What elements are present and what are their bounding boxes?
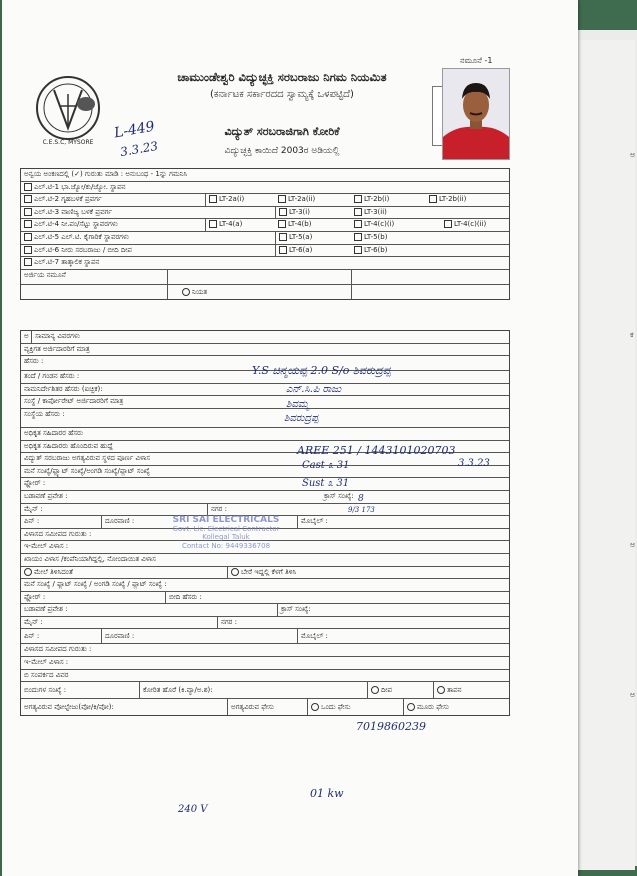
edge-mark-3: ಅ [630,540,636,549]
hw-voltage: 240 V [178,804,208,815]
lt5-checkbox[interactable] [24,233,32,241]
load-row[interactable]: ಬಿಂದುಗಳ ಸಂಖ್ಯೆ : ಕೋರಿತ ಹೊರೆ (ಕಿ.ವ್ಯಾ/ಅ.ಶ): ದೀಪ ತಾಪನ [21,682,509,699]
lt2-checkbox[interactable] [24,195,32,203]
lt7-checkbox[interactable] [24,258,32,266]
area2-row[interactable]: ಬಡಾವಣೆ ಪ್ರವೇಶ : ಕ್ರಾಸ್ ಸಂಖ್ಯೆ: [21,604,509,617]
edge-mark-1: ಅ [630,150,636,159]
hw-registration-date: 3.3.23 [458,458,490,469]
form-title: ವಿದ್ಯುತ್ ಸರಬರಾಜಿಗಾಗಿ ಕೋರಿಕೆ [224,125,340,138]
lt2ai-checkbox[interactable] [209,195,217,203]
lt2bii-checkbox[interactable] [429,195,437,203]
lt3ii-checkbox[interactable] [354,208,362,216]
org-name: ಚಾಮುಂಡೇಶ್ವರಿ ವಿದ್ಯುಚ್ಛಕ್ತಿ ಸರಬರಾಜು ನಿಗಮ ನಿಯಮಿತ [177,70,387,84]
tariff-section [20,168,510,300]
lt6-checkbox[interactable] [24,246,32,254]
landmark-row[interactable]: ವಿಳಾಸದ ಸಮೀಪದ ಗುರುತು : [21,529,509,542]
lt5b-checkbox[interactable] [354,233,362,241]
lt2-row: ಎಲ್.ಟಿ-2 ಗೃಹಬಳಕೆ ಪ್ರವರ್ಗ LT-2a(i) LT-2a(ii) LT-2b(i) LT-2b(ii) [21,194,509,207]
designation-row[interactable]: ಅಧಿಕೃತ ಸಹಿದಾರರು ಹೊಂದಿರುವ ಹುದ್ದೆ [21,441,509,454]
cesc-logo [34,72,106,146]
main-row[interactable]: ಮೈನ್ : ನಗರ : [21,504,509,517]
lt3i-checkbox[interactable] [279,208,287,216]
hw-registration-no: AREE 251 / 1443101020703 [297,444,456,457]
back-page-2 [572,40,635,870]
contractor-stamp: SRI SAI ELECTRICALS Govt. Lic. Electrical Contractor Kollegal Taluk Contact No: 9449336708 [172,515,280,550]
lt2bi-checkbox[interactable] [354,195,362,203]
lt5a-checkbox[interactable] [279,233,287,241]
hw-load: 01 kw [310,787,344,800]
individual-row: ವ್ಯಕ್ತಿಗತ ಅರ್ಜಿದಾರರಿಗೆ ಮಾತ್ರ [21,344,509,357]
voltage-row[interactable]: ಅಗತ್ಯವಿರುವ ವೋಲ್ಟೇಜು(ವೋ/ಕಿ/ವೋ): ಅಗತ್ಯವಿರುವ ಫೇಸು ಒಂದು ಫೇಸು ಮೂರು ಫೇಸು [21,699,509,715]
officer-row[interactable]: ಅಧಿಕೃತ ಸಹಿದಾರರ ಹೆಸರು [21,428,509,441]
house-row[interactable]: ಮನೆ ಸಂಖ್ಯೆ/ಫ್ಲ್ಯಾಟ್ ಸಂಖ್ಯೆ/ಅಂಗಡಿ ಸಂಖ್ಯೆ/ಪ್ಲಾಟ್ ಸಂಖ್ಯೆ [21,466,509,479]
floor2-row[interactable]: ಫ್ಲೋರ್ : ಬೀದಿ ಹೆಸರು : [21,592,509,605]
tariff-header-row: ಅನ್ವಯ ಅಂಕಣದಲ್ಲಿ (✓) ಗುರುತು ಮಾಡಿ : ಅನುಬಂಧ - 1ನ್ನು ಗಮನಿಸಿ [21,169,509,182]
ref-number: L-449 [112,118,156,142]
email2-row[interactable]: ಇ-ಮೇಲ್ ವಿಳಾಸ : [21,657,509,670]
lt6-row: ಎಲ್.ಟಿ-6 ನೀರು ಸರಬರಾಜು / ಬೀದಿ ದೀಪ LT-6(a) LT-6(b) [21,245,509,258]
regular-radio[interactable] [182,288,190,296]
lt4cii-checkbox[interactable] [444,220,452,228]
landmark2-row[interactable]: ವಿಳಾಸದ ಸಮೀಪದ ಗುರುತು : [21,644,509,657]
area-row[interactable]: ಬಡಾವಣೆ ಪ್ರವೇಶ : ಕ್ರಾಸ್ ಸಂಖ್ಯೆ: [21,491,509,504]
lt2aii-checkbox[interactable] [278,195,286,203]
floor-row[interactable]: ಫ್ಲೋರ್ : [21,478,509,491]
pin-row[interactable]: ಪಿನ್ : ದೂರವಾಣಿ : ಮೊಬೈಲ್ : [21,516,509,529]
company-row[interactable]: ಸಂಸ್ಥೆಯ ಹೆಸರು : [21,409,509,428]
hw-officer-2: Sust ೩ 31 [302,478,350,489]
general-header: ಅ ಸಾಮಾನ್ಯ ವಿವರಗಳು [21,331,509,344]
one-phase-radio[interactable] [311,703,319,711]
hw-premise-no: 8 [358,494,364,504]
father-row[interactable]: ತಂದೆ / ಗಂಡನ ಹೆಸರು : [21,371,509,384]
name-row[interactable]: ಹೆಸರು : [21,356,509,371]
hw-premise-no-sub: 9/3 173 [348,506,375,514]
email-row[interactable]: ಇ-ಮೇಲ್ ವಿಳಾಸ : [21,541,509,554]
form-sheet [2,0,578,876]
ref-date: 3.3.23 [119,138,160,160]
hw-applicant-name: Y.S ಚಿನ್ಮಯಪ್ಪ 2.0 S/o ಶಿವರುದ್ರಪ್ಪ [252,364,391,377]
hw-mobile: 7019860239 [356,720,426,733]
same-radio[interactable] [24,568,32,576]
lt4a-checkbox[interactable] [209,220,217,228]
supply-addr-row: ವಿದ್ಯುತ್ ಸರಬರಾಜು ಅಗತ್ಯವಿರುವ ಸ್ಥಳದ ಪೂರ್ಣ ವಿಳಾಸ [21,453,509,466]
regular-row[interactable]: ನಿಯತ [21,285,509,299]
edge-mark-2: ಕ [630,330,634,339]
applicant-photo [442,68,510,160]
lt4-checkbox[interactable] [24,220,32,228]
lt1-row[interactable]: ಎಲ್.ಟಿ-1 ಭಾ.ಜ್ಯೋ/ಕು/ಜ್ಯೋ. ಸ್ಥಾಪನ [21,182,509,195]
lt4ci-checkbox[interactable] [354,220,362,228]
perm-addr-row: ಖಾಯಂ ವಿಳಾಸ /ಕಂಪೆನಿಯಾಗಿದ್ದಲ್ಲಿ, ನೋಂದಾಯಿತ ವಿಳಾಸ [21,554,509,567]
hw-father-name: ಎನ್.ಸಿ.ಪಿ ರಾಜು [286,384,342,395]
main2-row[interactable]: ಮೈನ್ : ನಗರ : [21,617,509,630]
light-radio[interactable] [371,686,379,694]
lt4b-checkbox[interactable] [278,220,286,228]
lt7-row[interactable]: ಎಲ್.ಟಿ-7 ತಾತ್ಕಾಲಿಕ ಸ್ಥಾಪನ [21,257,509,270]
other-radio[interactable] [231,568,239,576]
hw-officer-1: Cast ೩ 31 [302,460,350,471]
heat-radio[interactable] [437,686,445,694]
same-other-row: ಮೇಲೆ ತಿಳಿಸಿದಂತೆ ಬೇರೆ ಇದ್ದಲ್ಲಿ ಕೆಳಗೆ ತಿಳಿಸಿ [21,567,509,580]
lt5-row: ಎಲ್.ಟಿ-5 ಎಲ್.ಟಿ. ಕೈಗಾರಿಕೆ ಸ್ಥಾವರಗಳು LT-5(a) LT-5(b) [21,232,509,245]
pin2-row[interactable]: ಪಿನ್ : ದೂರವಾಣಿ : ಮೊಬೈಲ್ : [21,629,509,644]
lt3-checkbox[interactable] [24,208,32,216]
svg-text:C.E.S.C, MYSORE: C.E.S.C, MYSORE [42,139,94,146]
lt1-checkbox[interactable] [24,183,32,191]
lt6b-checkbox[interactable] [354,246,362,254]
three-phase-radio[interactable] [407,703,415,711]
app-type-row: ಅರ್ಜಿಯ ನಮೂನೆ [21,270,509,285]
act-line: ವಿದ್ಯುಚ್ಛಕ್ತಿ ಕಾಯಿದೆ 2003ರ ಅಡಿಯಲ್ಲಿ [224,146,340,156]
house2-row[interactable]: ಮನೆ ಸಂಖ್ಯೆ / ಫ್ಲಾಟ್ ಸಂಖ್ಯೆ / ಅಂಗಡಿ ಸಂಖ್ಯೆ / ಪ್ಲಾಟ್ ಸಂಖ್ಯೆ : [21,579,509,592]
org-subtitle: (ಕರ್ನಾಟಕ ಸರ್ಕಾರದದ ಸ್ವಾಮ್ಯಕ್ಕೆ ಒಳಪಟ್ಟಿದೆ) [210,89,354,100]
hw-nominee-2: ಶಿವರುದ್ರಪ್ಪ [284,413,319,424]
lt6a-checkbox[interactable] [279,246,287,254]
corporate-row: ಸಂಸ್ಥೆ / ಕಾರ್ಪೋರೇಟ್ ಅರ್ಜಿದಾರರಿಗೆ ಮಾತ್ರ [21,396,509,409]
lt4-row: ಎಲ್.ಟಿ-4 ನೀ.ಪಂ/ಸೆಟ್ಟು ಸ್ಥಾವರಗಳು LT-4(a) LT-4(b) LT-4(c)(i) LT-4(c)(ii) [21,219,509,232]
nominee-row[interactable]: ನಾಮನಿರ್ದೇಶಿತರ ಹೆಸರು (ಐಚ್ಛಿಕ): [21,384,509,397]
form-number: ನಮೂನೆ -1 [460,56,493,65]
lt3-row: ಎಲ್.ಟಿ-3 ವಾಣಿಜ್ಯ ಬಳಕೆ ಪ್ರವರ್ಗ LT-3(i) LT-3(ii) [21,207,509,220]
hw-nominee-1: ಶಿವಮ್ಮ [286,399,309,410]
connect-row: ಬಿ ಸಂಪರ್ಕದ ವಿವರ [21,670,509,683]
org-header [112,70,452,100]
edge-mark-4: ಅ [630,690,636,699]
